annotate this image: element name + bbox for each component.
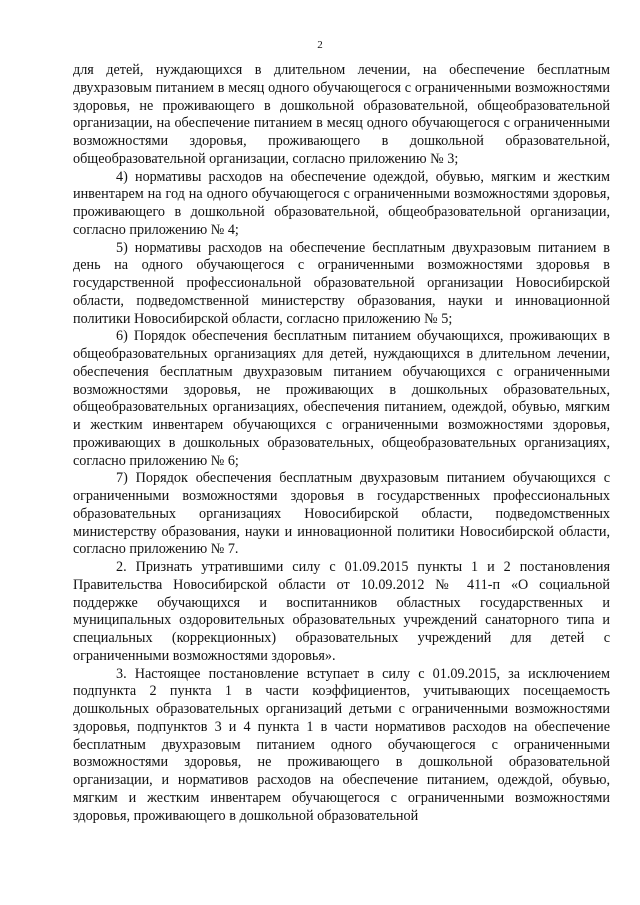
paragraph-continuation: для детей, нуждающихся в длительном лечении, на обеспечение бесплатным двухразовым питанием в месяц одного обучающегося с ограниченными возможностями здоровья, не проживающего в дошкольной образовательной, общеобразовательной организации, на обеспечение питанием в месяц одного обучающегося с ограниченными возможностями здоровья, проживающего в дошкольной образовательной, общеобразовательной организации, согласно приложению № 3; bbox=[73, 62, 610, 167]
paragraph-item-6: 6) Порядок обеспечения бесплатным питанием обучающихся, проживающих в общеобразовательных организациях для детей, нуждающихся в длительном лечении, обеспечения бесплатным двухразовым питанием обучающихся с ограниченными возможностями здоровья, не проживающих в дошкольных образовательных, общеобразовательных организациях, обеспечения питанием, одеждой, обувью, мягким и жестким инвентарем обучающихся с ограниченными возможностями здоровья, проживающих в дошкольных образовательных, общеобразовательных организациях, согласно приложению № 6; bbox=[73, 328, 610, 469]
page-number: 2 bbox=[317, 39, 323, 51]
paragraph-item-5: 5) нормативы расходов на обеспечение бесплатным двухразовым питанием в день на одного обучающегося с ограниченными возможностями здоровья в государственной профессиональной образовательной организации Новосибирской области, подведомственной министерству образования, науки и инновационной политики Новосибирской области, согласно приложению № 5; bbox=[73, 239, 610, 327]
paragraph-item-4: 4) нормативы расходов на обеспечение одеждой, обувью, мягким и жестким инвентарем на год на одного обучающегося с ограниченными возможностями здоровья, проживающего в дошкольной образовательной, общеобразовательной организации, согласно приложению № 4; bbox=[73, 168, 610, 238]
document-body bbox=[73, 62, 610, 825]
paragraph-clause-2: 2. Признать утратившими силу с 01.09.2015 пункты 1 и 2 постановления Правительства Новосибирской области от 10.09.2012 № 411-п «О социальной поддержке обучающихся и воспитанников областных государственных и муниципальных оздоровительных образовательных учреждений санаторного типа и специальных (коррекционных) образовательных учреждений для детей с ограниченными возможностями здоровья». bbox=[73, 559, 610, 664]
paragraph-clause-3: 3. Настоящее постановление вступает в силу с 01.09.2015, за исключением подпункта 2 пункта 1 в части коэффициентов, учитывающих посещаемость дошкольных образовательных организаций детьми с ограниченными возможностями здоровья, подпунктов 3 и 4 пункта 1 в части нормативов расходов на обеспечение бесплатным двухразовым питанием одного обучающегося с ограниченными возможностями здоровья, не проживающего в дошкольной образовательной организации, и нормативов расходов на обеспечение питанием, одеждой, обувью, мягким и жестким инвентарем обучающегося с ограниченными возможностями здоровья, проживающего в дошкольной образовательной bbox=[73, 665, 610, 824]
paragraph-item-7: 7) Порядок обеспечения бесплатным двухразовым питанием обучающихся с ограниченными возможностями здоровья в государственных профессиональных образовательных организациях Новосибирской области, подведомственных министерству образования, науки и инновационной политики Новосибирской области, согласно приложению № 7. bbox=[73, 470, 610, 558]
